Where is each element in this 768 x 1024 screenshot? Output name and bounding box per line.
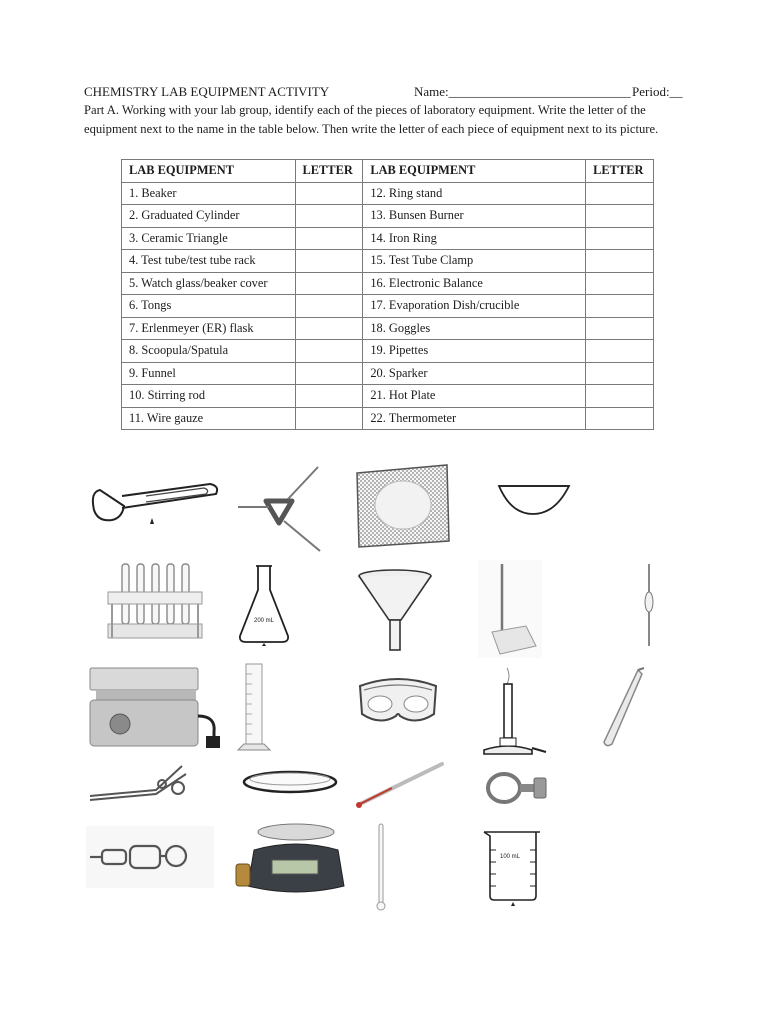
column-header-letter-2: LETTER	[586, 160, 654, 183]
watch-glass-picture	[240, 768, 340, 798]
flask-volume-label: 200 mL	[254, 618, 275, 624]
name-field-label: Name:____________________________	[414, 84, 631, 99]
letter-answer-left[interactable]	[295, 205, 363, 228]
worksheet-header	[84, 84, 686, 102]
letter-answer-left[interactable]	[295, 317, 363, 340]
equipment-name-right: 21. Hot Plate	[363, 385, 586, 408]
letter-answer-right[interactable]	[586, 182, 654, 205]
letter-answer-right[interactable]	[586, 407, 654, 430]
equipment-name-left: 6. Tongs	[122, 295, 296, 318]
equipment-name-left: 10. Stirring rod	[122, 385, 296, 408]
letter-answer-right[interactable]	[586, 340, 654, 363]
sparker-picture	[598, 666, 646, 750]
letter-answer-left[interactable]	[295, 385, 363, 408]
letter-answer-left[interactable]	[295, 182, 363, 205]
bunsen-burner-picture	[478, 666, 550, 758]
equipment-name-left: 4. Test tube/test tube rack	[122, 250, 296, 273]
table-row	[122, 385, 654, 408]
beaker-volume-label: 100 mL	[500, 854, 521, 860]
table-body	[122, 182, 654, 430]
table-row	[122, 227, 654, 250]
letter-answer-left[interactable]	[295, 407, 363, 430]
letter-answer-right[interactable]	[586, 250, 654, 273]
equipment-name-right: 18. Goggles	[363, 317, 586, 340]
hot-plate-picture	[86, 664, 232, 750]
table-row	[122, 407, 654, 430]
pipette-picture	[641, 562, 657, 648]
part-a-instructions: Part A. Working with your lab group, identify each of the pieces of laboratory equipment. Write the letter of the equipment next to the name in the table below. Then write the letter of each piece of equipment next to its picture.	[84, 103, 659, 136]
table-row	[122, 295, 654, 318]
column-header-equipment-2: LAB EQUIPMENT	[363, 160, 586, 183]
equipment-name-right: 15. Test Tube Clamp	[363, 250, 586, 273]
letter-answer-left[interactable]	[295, 227, 363, 250]
equipment-name-left: 8. Scoopula/Spatula	[122, 340, 296, 363]
equipment-name-right: 20. Sparker	[363, 362, 586, 385]
test-tube-rack-picture	[104, 562, 206, 648]
table-header-row	[122, 160, 654, 183]
equipment-name-left: 2. Graduated Cylinder	[122, 205, 296, 228]
letter-answer-right[interactable]	[586, 227, 654, 250]
electronic-balance-picture	[232, 820, 354, 900]
table-row	[122, 250, 654, 273]
beaker-picture	[480, 826, 546, 906]
ceramic-triangle-picture	[236, 463, 324, 555]
ring-stand-picture	[478, 560, 542, 658]
letter-answer-right[interactable]	[586, 362, 654, 385]
column-header-equipment: LAB EQUIPMENT	[122, 160, 296, 183]
graduated-cylinder-picture	[234, 662, 274, 754]
evaporation-dish-picture	[495, 480, 573, 520]
letter-answer-left[interactable]	[295, 340, 363, 363]
letter-answer-right[interactable]	[586, 317, 654, 340]
letter-answer-right[interactable]	[586, 295, 654, 318]
equipment-name-left: 9. Funnel	[122, 362, 296, 385]
equipment-name-right: 16. Electronic Balance	[363, 272, 586, 295]
erlenmeyer-flask-picture	[236, 564, 292, 648]
equipment-name-right: 12. Ring stand	[363, 182, 586, 205]
letter-answer-right[interactable]	[586, 205, 654, 228]
table-row	[122, 205, 654, 228]
equipment-name-left: 5. Watch glass/beaker cover	[122, 272, 296, 295]
letter-answer-right[interactable]	[586, 272, 654, 295]
funnel-picture	[355, 568, 435, 654]
equipment-name-left: 7. Erlenmeyer (ER) flask	[122, 317, 296, 340]
scoopula-picture	[86, 476, 224, 536]
equipment-name-right: 14. Iron Ring	[363, 227, 586, 250]
letter-answer-left[interactable]	[295, 295, 363, 318]
letter-answer-left[interactable]	[295, 272, 363, 295]
equipment-table	[121, 159, 654, 430]
stirring-rod-picture	[374, 822, 388, 912]
table-row	[122, 340, 654, 363]
iron-ring-picture	[484, 768, 550, 808]
tongs-picture	[86, 760, 194, 804]
thermometer-picture	[352, 760, 446, 812]
column-header-letter: LETTER	[295, 160, 363, 183]
equipment-name-left: 1. Beaker	[122, 182, 296, 205]
equipment-name-left: 11. Wire gauze	[122, 407, 296, 430]
goggles-picture	[356, 668, 440, 730]
equipment-name-right: 13. Bunsen Burner	[363, 205, 586, 228]
period-field-label: Period:__	[632, 84, 683, 99]
letter-answer-left[interactable]	[295, 362, 363, 385]
equipment-name-right: 17. Evaporation Dish/crucible	[363, 295, 586, 318]
table-row	[122, 362, 654, 385]
table-row	[122, 272, 654, 295]
table-row	[122, 182, 654, 205]
equipment-name-right: 19. Pipettes	[363, 340, 586, 363]
wire-gauze-picture	[355, 463, 451, 549]
test-tube-clamp-picture	[86, 826, 214, 888]
equipment-name-right: 22. Thermometer	[363, 407, 586, 430]
worksheet-title: CHEMISTRY LAB EQUIPMENT ACTIVITY	[84, 84, 330, 99]
letter-answer-right[interactable]	[586, 385, 654, 408]
letter-answer-left[interactable]	[295, 250, 363, 273]
equipment-name-left: 3. Ceramic Triangle	[122, 227, 296, 250]
table-row	[122, 317, 654, 340]
